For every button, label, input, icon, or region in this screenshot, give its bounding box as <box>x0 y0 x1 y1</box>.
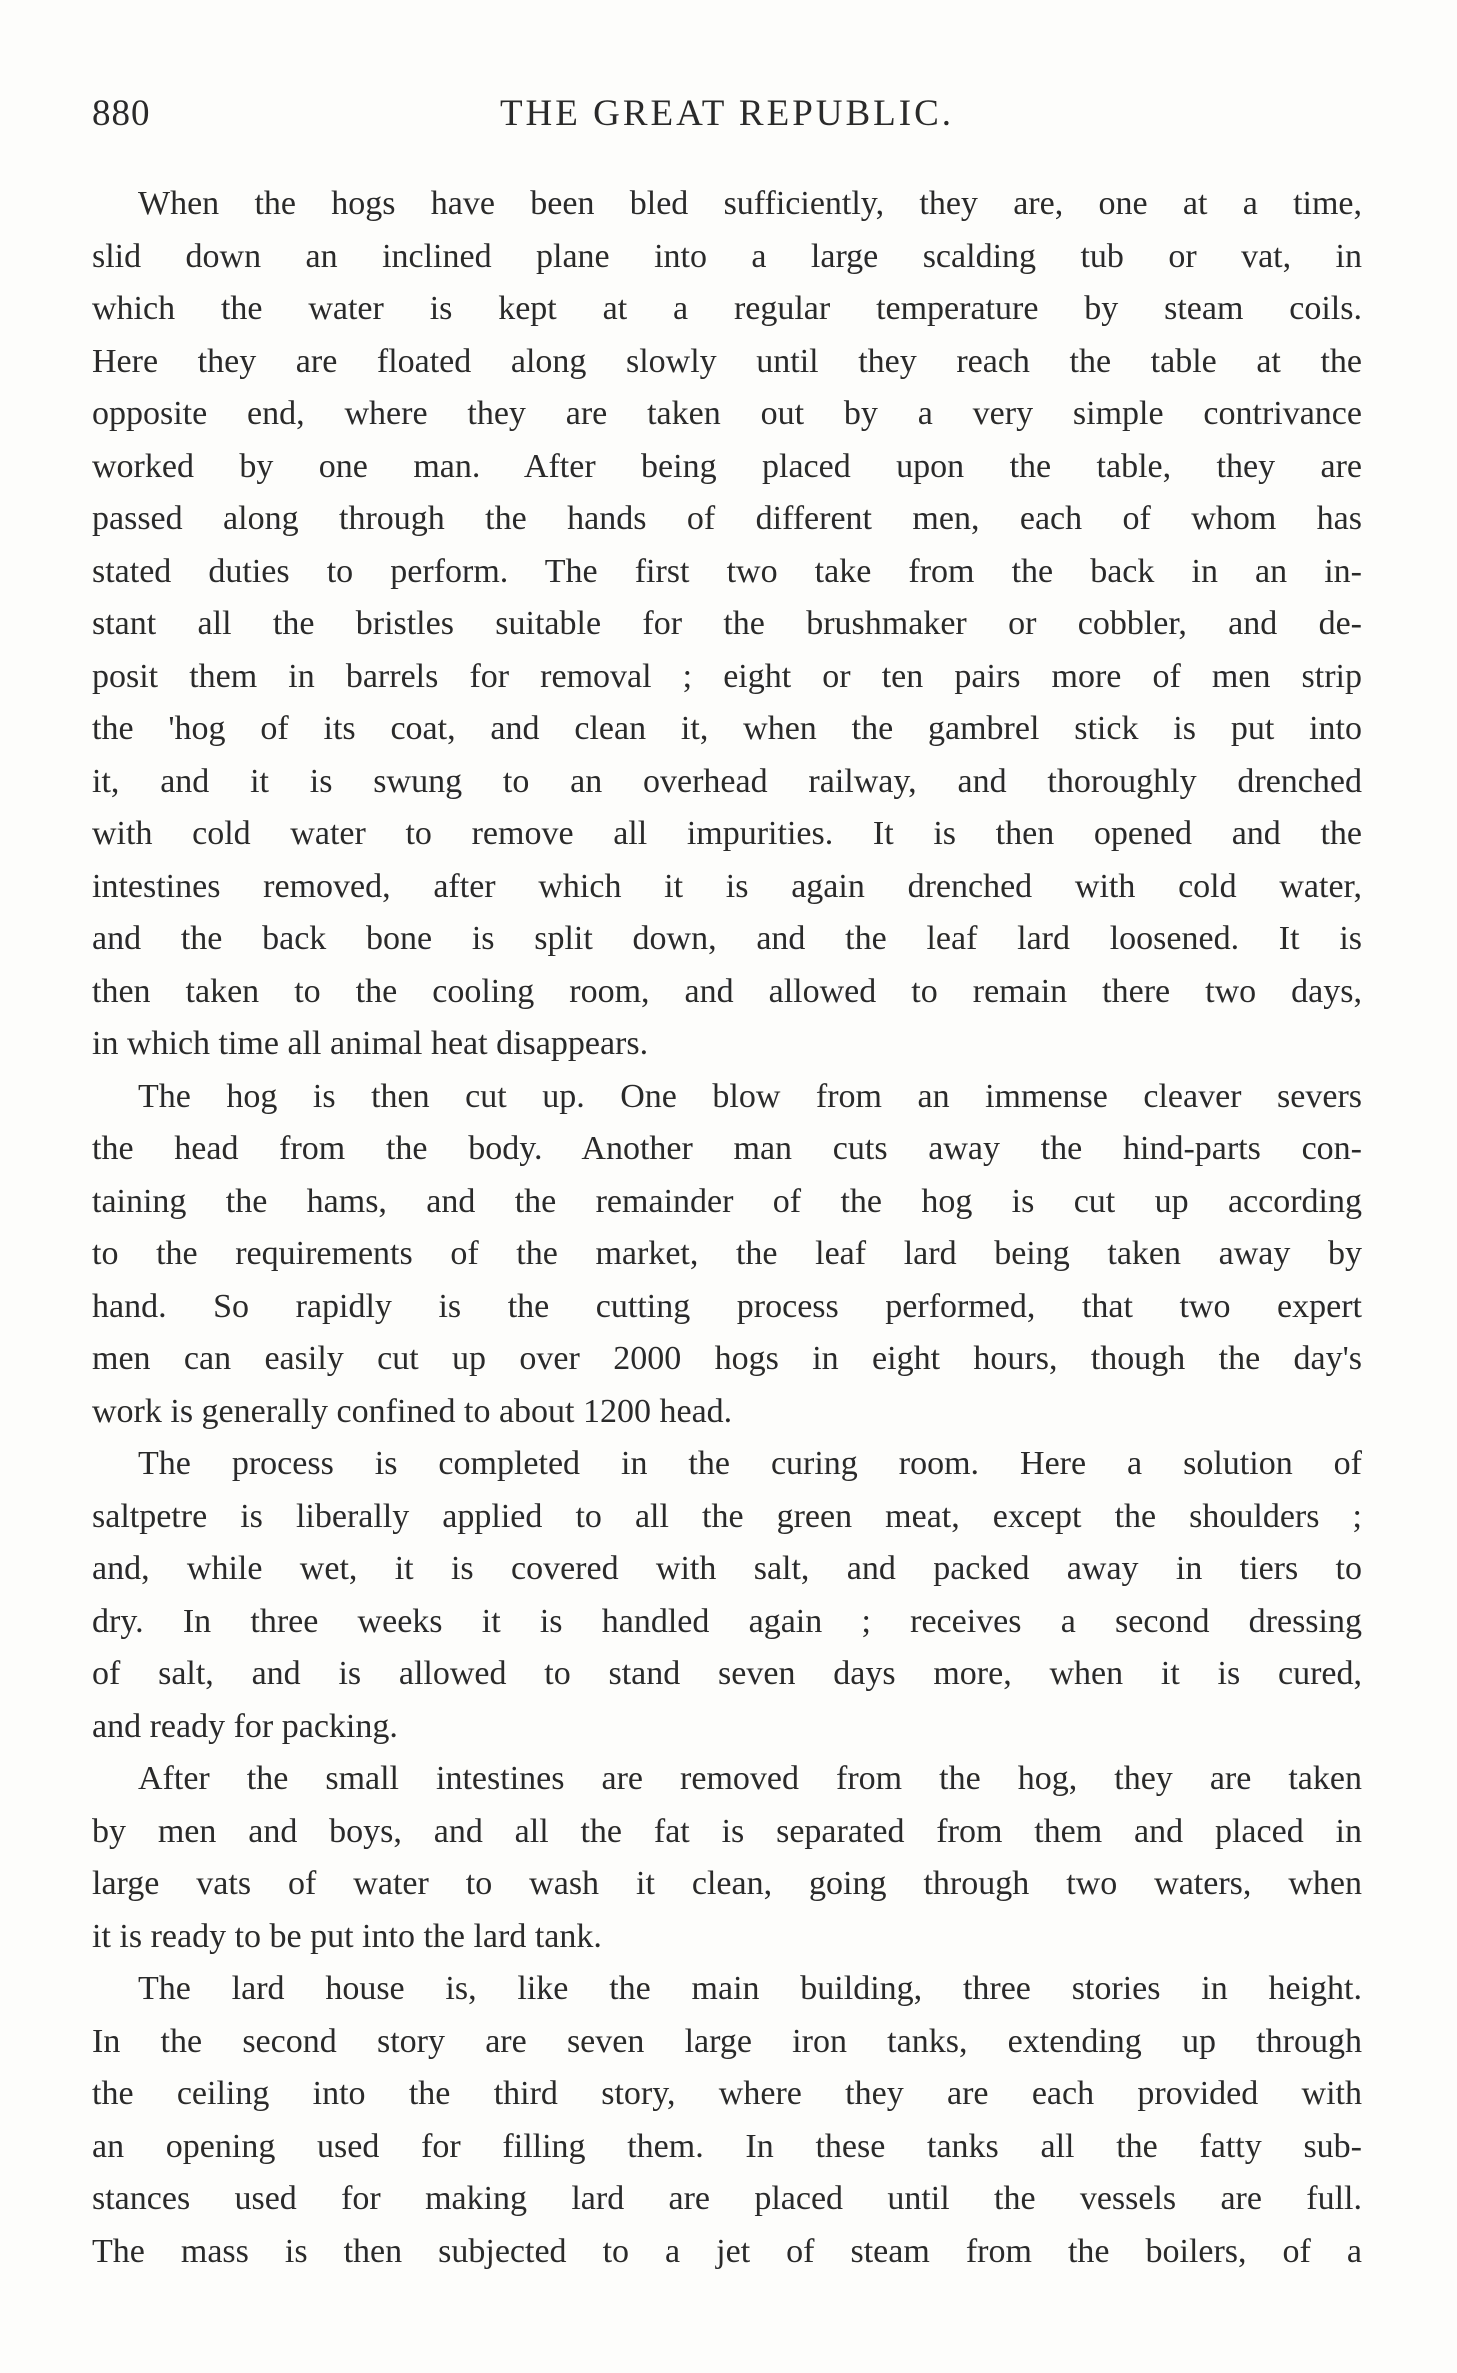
text-line: The lard house is, like the main building, three stories in height. <box>138 1970 1362 2007</box>
text-line: the ceiling into the third story, where they are each provided with <box>92 2075 1362 2112</box>
text-line: of salt, and is allowed to stand seven days more, when it is cured, <box>92 1655 1362 1692</box>
text-line: an opening used for filling them. In these tanks all the fatty sub- <box>92 2127 1362 2165</box>
text-line: then taken to the cooling room, and allowed to remain there two days, <box>92 972 1362 1010</box>
running-head: THE GREAT REPUBLIC. <box>499 93 955 134</box>
text-line: passed along through the hands of different men, each of whom has <box>92 500 1362 537</box>
text-line: work is generally confined to about 1200 head. <box>92 1392 733 1430</box>
text-line: the head from the body. Another man cuts away the hind-parts con- <box>92 1130 1362 1167</box>
text-line: intestines removed, after which it is again drenched with cold water, <box>92 867 1362 905</box>
page-header <box>92 92 1362 152</box>
text-line: stated duties to perform. The first two take from the back in an in- <box>92 552 1362 590</box>
text-line: and, while wet, it is covered with salt, and packed away in tiers to <box>92 1550 1362 1587</box>
text-line: and ready for packing. <box>92 1707 398 1745</box>
paragraph <box>92 178 1362 1071</box>
text-line: stant all the bristles suitable for the brushmaker or cobbler, and de- <box>92 605 1362 642</box>
paragraph <box>92 1753 1362 1963</box>
text-line: men can easily cut up over 2000 hogs in eight hours, though the day's <box>92 1340 1362 1377</box>
text-line: to the requirements of the market, the leaf lard being taken away by <box>92 1235 1362 1272</box>
text-line: slid down an inclined plane into a large scalding tub or vat, in <box>92 237 1362 275</box>
text-line: Here they are floated along slowly until they reach the table at the <box>92 342 1362 380</box>
text-line: large vats of water to wash it clean, going through two waters, when <box>92 1865 1362 1902</box>
text-line: with cold water to remove all impurities. It is then opened and the <box>92 815 1362 852</box>
text-line: After the small intestines are removed from the hog, they are taken <box>138 1760 1362 1797</box>
text-line: it is ready to be put into the lard tank. <box>92 1917 602 1955</box>
paragraph <box>92 1438 1362 1753</box>
text-line: stances used for making lard are placed until the vessels are full. <box>92 2180 1362 2217</box>
text-line: by men and boys, and all the fat is separated from them and placed in <box>92 1812 1362 1850</box>
text-line: which the water is kept at a regular temperature by steam coils. <box>92 290 1362 327</box>
text-line: taining the hams, and the remainder of the hog is cut up according <box>92 1182 1362 1220</box>
text-line: When the hogs have been bled sufficiently, they are, one at a time, <box>138 185 1362 222</box>
text-line: the 'hog of its coat, and clean it, when the gambrel stick is put into <box>92 710 1362 747</box>
text-line: hand. So rapidly is the cutting process performed, that two expert <box>92 1287 1362 1325</box>
text-line: saltpetre is liberally applied to all the green meat, except the shoulders ; <box>92 1497 1362 1535</box>
text-line: opposite end, where they are taken out by a very simple contrivance <box>92 395 1362 432</box>
text-line: dry. In three weeks it is handled again ; receives a second dressing <box>92 1602 1362 1640</box>
text-line: in which time all animal heat disappears. <box>92 1025 649 1062</box>
text-line: The mass is then subjected to a jet of steam from the boilers, of a <box>92 2232 1362 2270</box>
body-text <box>92 178 1362 2278</box>
text-line: In the second story are seven large iron tanks, extending up through <box>92 2022 1362 2060</box>
text-line: it, and it is swung to an overhead railway, and thoroughly drenched <box>92 762 1362 800</box>
text-line: posit them in barrels for removal ; eight or ten pairs more of men strip <box>92 657 1362 695</box>
text-line: The process is completed in the curing room. Here a solution of <box>138 1445 1362 1482</box>
paragraph <box>92 1963 1362 2278</box>
page-number: 880 <box>92 93 151 134</box>
text-line: The hog is then cut up. One blow from an immense cleaver severs <box>138 1077 1362 1115</box>
text-line: and the back bone is split down, and the leaf lard loosened. It is <box>92 920 1362 957</box>
paragraph <box>92 1071 1362 1439</box>
text-line: worked by one man. After being placed upon the table, they are <box>92 447 1362 485</box>
